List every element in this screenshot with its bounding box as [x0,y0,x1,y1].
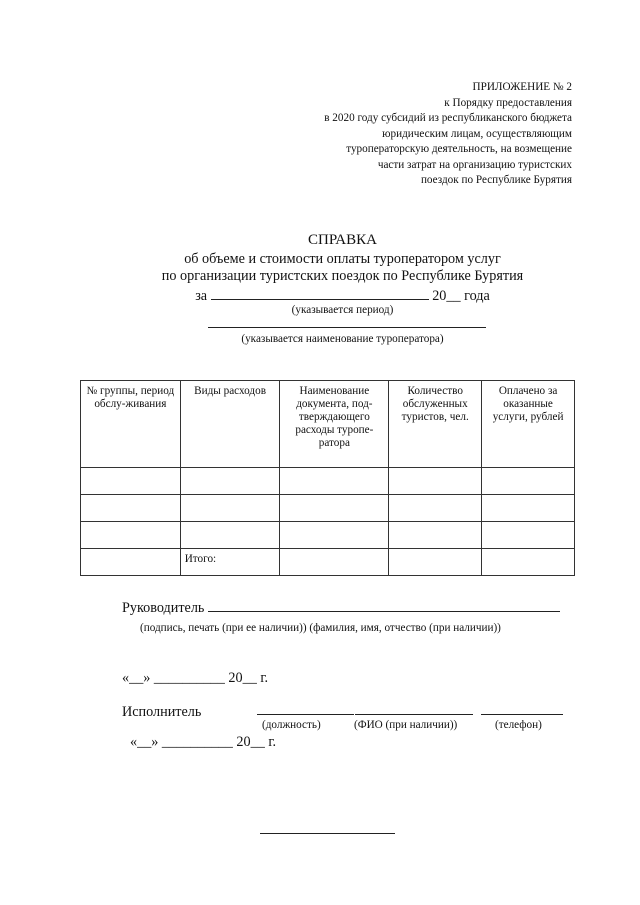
table-cell [81,549,181,576]
period-hint: (указывается период) [291,304,394,316]
executor-phone-hint: (телефон) [495,719,542,731]
period-prefix: за [195,288,208,304]
table-cell [389,549,482,576]
period-line [0,286,640,305]
expense-table [80,380,575,576]
subtitle-line: об объеме и стоимости оплаты туроператором услуг [184,251,501,267]
date-line: «__» __________ 20__ г. [122,670,269,686]
period-year: 20__ [432,288,461,304]
head-signature-blank [208,598,356,612]
subtitle-line: по организации туристских поездок по Республике Бурятия [161,268,524,284]
table-cell [81,495,181,522]
executor-phone-blank [481,702,563,715]
table-cell [280,495,389,522]
appendix-line: к Порядку предоставления [444,96,572,109]
appendix-block [324,80,572,189]
head-hint: (подпись, печать (при ее наличии)) (фамилия, имя, отчество (при наличии)) [140,622,501,634]
table-cell [81,522,181,549]
table-cell [280,549,389,576]
executor-name-blank [355,702,473,715]
table-cell [389,495,482,522]
period-suffix: года [464,288,490,304]
table-cell [482,468,575,495]
table-row [81,522,575,549]
operator-hint: (указывается наименование туроператора) [241,333,444,345]
date-line-executor: «__» __________ 20__ г. [130,734,277,750]
table-cell [180,468,280,495]
total-label: Итого: [180,549,280,576]
table-cell [482,549,575,576]
head-signature-line [122,598,560,617]
appendix-line: юридическим лицам, осуществляющим [382,127,572,140]
table-header-row [81,381,575,468]
table-row [81,468,575,495]
table-row [81,495,575,522]
operator-name-line [208,327,486,328]
table-header-cell: № группы, период обслу-живания [81,381,181,468]
executor-position-hint: (должность) [262,719,321,731]
appendix-line: ПРИЛОЖЕНИЕ № 2 [472,81,572,93]
table-cell [180,522,280,549]
appendix-line: части затрат на организацию туристских [377,158,572,171]
table-cell [180,495,280,522]
document-title: СПРАВКА [308,232,377,248]
table-header-cell: Наименование документа, под-тверждающего расходы туропе-ратора [280,381,389,468]
executor-position-blank [257,702,354,715]
period-blank [211,286,429,300]
table-cell [81,468,181,495]
table-header-cell: Оплачено за оказанные услуги, рублей [482,381,575,468]
footer-line [260,833,395,834]
executor-label: Исполнитель [122,704,202,720]
table-cell [280,468,389,495]
table-total-row [81,549,575,576]
head-label: Руководитель [122,600,205,616]
table-header-cell: Виды расходов [180,381,280,468]
appendix-line: туроператорскую деятельность, на возмещение [346,143,572,155]
table-cell [389,522,482,549]
table-cell [482,522,575,549]
table-cell [482,495,575,522]
table-cell [389,468,482,495]
appendix-line: поездок по Республике Бурятия [420,174,572,186]
head-name-blank [356,598,560,612]
executor-name-hint: (ФИО (при наличии)) [354,719,458,731]
appendix-line: в 2020 году субсидий из республиканского бюджета [324,112,572,124]
table-header-cell: Количество обслуженных туристов, чел. [389,381,482,468]
table-cell [280,522,389,549]
document-subtitle [0,251,640,285]
